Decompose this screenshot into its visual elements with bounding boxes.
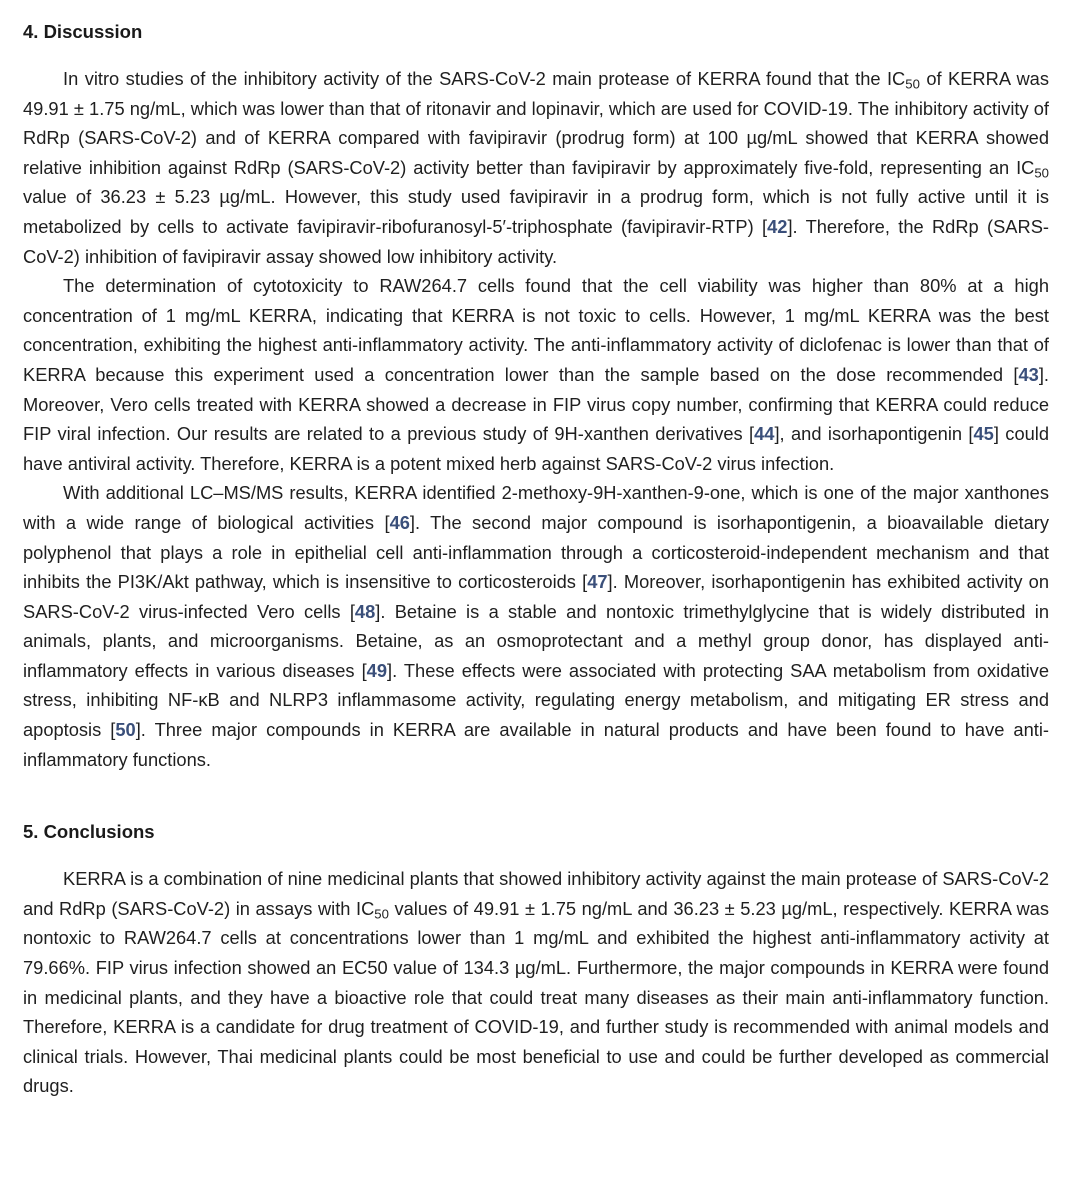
conclusions-body [23,864,1049,1101]
subscript: 50 [1034,165,1049,181]
citation-link[interactable]: 46 [389,511,410,533]
text-run: ]. The second major compound is isorhapontigenin, a bioavailable dietary polyphenol that plays a role in epithelial cell anti-inflammation through a corticosteroid-independent mechanism and that inhibits the PI3K/Akt pathway, which is insensitive to corticosteroids [ [23,511,1050,593]
citation-link[interactable]: 45 [973,423,994,445]
citation-link[interactable]: 49 [366,659,388,681]
section-title-discussion: 4. Discussion [23,21,143,42]
text-run: In vitro studies of the inhibitory activity of the SARS-CoV-2 main protease of KERRA found that the IC [63,68,906,89]
paragraph [23,864,1049,1101]
text-run: ] could have antiviral activity. Therefore, KERRA is a potent mixed herb against SARS-CoV-2 virus infection. [23,423,1050,474]
text-run: The determination of cytotoxicity to RAW264.7 cells found that the cell viability was higher than 80% at a high concentration of 1 mg/mL KERRA, indicating that KERRA is not toxic to cells. However, 1 mg/mL KERRA was the best concentration, exhibiting the highest anti-inflammatory activity. The anti-inflammatory activity of diclofenac is lower than that of KERRA because this experiment used a concentration lower than the sample based on the dose recommended [ [23,275,1049,385]
text-run: value of 36.23 ± 5.23 µg/mL. However, this study used favipiravir in a prodrug form, which is not fully active until it is metabolized by cells to activate favipiravir-ribofuranosyl-5′-triphosphate (favipiravir-RTP) [ [23,186,1049,237]
section-title-conclusions: 5. Conclusions [23,821,155,843]
discussion-body [23,64,1049,774]
citation-link[interactable]: 47 [587,571,608,593]
text-run: ]. Therefore, the RdRp (SARS-CoV-2) inhibition of favipiravir assay showed low inhibitory activity. [23,215,1049,267]
paragraph [23,478,1049,774]
text-run: values of 49.91 ± 1.75 ng/mL and 36.23 ± 5.23 µg/mL, respectively. KERRA was nontoxic to RAW264.7 cells at concentrations lower than 1 mg/mL and exhibited the highest anti-inflammatory activity at 79.66%. FIP virus infection showed an EC50 value of 134.3 µg/mL. Furthermore, the major compounds in KERRA were found in medicinal plants, and they have a bioactive role that could treat many diseases as their main anti-inflammatory function. Therefore, KERRA is a candidate for drug treatment of COVID-19, and further study is recommended with animal models and clinical trials. However, Thai medicinal plants could be most beneficial to use and could be further developed as commercial drugs. [23,897,1049,1097]
discussion-section [23,20,1049,774]
text-run: ]. Three major compounds in KERRA are available in natural products and have been found to have anti-inflammatory functions. [23,719,1049,770]
paragraph [23,64,1049,271]
text-run: of KERRA was 49.91 ± 1.75 ng/mL, which was lower than that of ritonavir and lopinavir, which are used for COVID-19. The inhibitory activity of RdRp (SARS-CoV-2) and of KERRA compared with favipiravir (prodrug form) at 100 µg/mL showed that KERRA showed relative inhibition against RdRp (SARS-CoV-2) activity better than favipiravir by approximately five-fold, representing an IC [23,68,1049,178]
text-run: ]. Moreover, Vero cells treated with KERRA showed a decrease in FIP virus copy number, confirming that KERRA could reduce FIP viral infection. Our results are related to a previous study of 9H-xanthen derivatives [ [23,363,1049,445]
citation-link[interactable]: 44 [754,423,775,445]
subscript: 50 [905,76,920,92]
citation-link[interactable]: 43 [1018,363,1039,385]
conclusions-section [23,820,1049,1101]
citation-link[interactable]: 50 [115,719,136,741]
paragraph [23,271,1049,478]
text-run: ]. These effects were associated with protecting SAA metabolism from oxidative stress, inhibiting NF-κB and NLRP3 inflammasome activity, regulating energy metabolism, and mitigating ER stress and apoptosis [ [23,659,1049,741]
subscript: 50 [374,906,389,922]
text-run: With additional LC–MS/MS results, KERRA identified 2-methoxy-9H-xanthen-9-one, which is one of the major xanthones with a wide range of biological activities [ [23,482,1049,533]
text-run: ]. Betaine is a stable and nontoxic trimethylglycine that is widely distributed in animals, plants, and microorganisms. Betaine, as an osmoprotectant and a methyl group donor, has displayed anti-inflammatory effects in various diseases [ [23,600,1050,681]
text-run: ]. Moreover, isorhapontigenin has exhibited activity on SARS-CoV-2 virus-infected Vero cells [ [23,571,1049,622]
text-run: KERRA is a combination of nine medicinal plants that showed inhibitory activity against the main protease of SARS-CoV-2 and RdRp (SARS-CoV-2) in assays with IC [23,868,1049,919]
citation-link[interactable]: 48 [354,600,376,622]
citation-link[interactable]: 42 [767,215,788,237]
text-run: ], and isorhapontigenin [ [774,423,974,445]
